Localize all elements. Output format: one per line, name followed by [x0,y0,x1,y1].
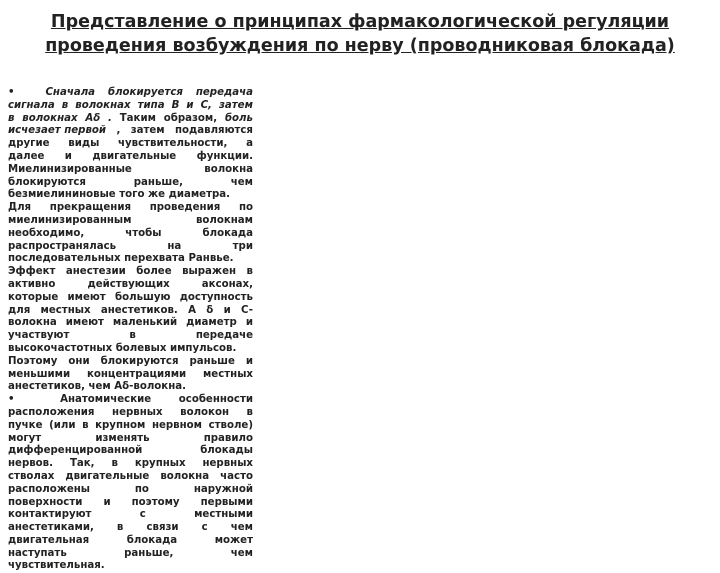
text-word: сигнала [8,99,55,111]
paragraph-2-line [8,535,253,548]
paragraph-1-line [8,343,253,356]
text-word: дифференцированной [8,445,143,457]
text-word: в [8,112,15,124]
paragraph-2-line [8,420,253,433]
text-word: стволах [8,470,55,482]
text-word: Миелинизированные [8,163,132,175]
text-word: виды [68,138,100,150]
paragraph-1-line [8,100,253,113]
paragraph-2-line [8,522,253,535]
text-word: Так, [69,458,95,470]
text-word: в [61,99,69,111]
text-word: (или [49,419,76,431]
text-word: миелинизированным [8,214,132,226]
paragraph-1-line [8,369,253,382]
slide-body-text [8,87,253,573]
text-word: местными [194,509,253,521]
text-word: , [116,125,121,137]
text-word: боль [224,112,253,124]
text-word: волокна [8,317,57,329]
text-word: исчезает первой [8,125,107,137]
text-word: диаметр [186,317,237,329]
text-word: волокнах [75,99,131,111]
paragraph-1-line [8,125,253,138]
paragraph-1-line [8,330,253,343]
text-word: и [103,496,111,508]
text-word: которые [8,291,59,303]
text-word: более [136,266,172,278]
paragraph-1-line [8,228,253,241]
text-word: анестетиками, [8,522,94,534]
text-word: расположены [8,483,91,495]
text-word: • [8,394,15,406]
text-word: имеют [65,317,104,329]
paragraph-1-line [8,253,253,266]
text-word: Таким [119,112,156,124]
paragraph-1-line [8,305,253,318]
paragraph-1-line [8,356,253,369]
text-word: • [8,87,15,98]
text-word: маленький [112,317,178,329]
text-word: B [171,99,180,111]
paragraph-1-line [8,381,253,394]
text-word: пучке [8,419,43,431]
text-word: анестезии [65,266,126,278]
text-word: местных [40,304,91,316]
text-word: на [167,240,182,252]
text-word: контактируют [8,509,92,521]
text-word: часто [220,470,253,482]
text-word: высокочастотных болевых импульсов. [8,342,237,354]
text-word: чувствительная. [8,560,105,572]
paragraph-2-line [8,509,253,522]
text-word: концентрациями [86,368,187,380]
text-word: в [111,458,118,470]
paragraph-2-line [8,458,253,471]
text-word: передаче [195,330,253,342]
text-word: аксонах, [201,278,253,290]
text-word: меньшими [8,368,71,380]
text-word: волокнам [195,214,253,226]
text-word: раньше, [133,176,183,188]
text-word: расположения [8,406,95,418]
paragraph-2-line [8,548,253,561]
text-word: Поэтому [8,355,58,367]
text-word: необходимо, [8,227,85,239]
paragraph-2-line [8,407,253,420]
text-word: связи [146,522,179,534]
text-word: в [246,266,253,278]
title-line-2: проведения возбуждения по нерву (проводниковая блокада) [45,36,675,56]
text-word: в [116,522,124,534]
paragraph-2-line [8,471,253,484]
text-word: а [246,138,253,150]
paragraph-2-line [8,394,253,407]
text-word: далее [8,150,45,162]
text-word: и [245,355,253,367]
paragraph-1-line [8,177,253,190]
text-word: поверхности [8,496,83,508]
paragraph-1-line [8,151,253,164]
text-word: нервном [151,419,202,431]
text-word: Эффект [8,266,56,278]
paragraph-1-line [8,113,253,126]
paragraph-2-line [8,433,253,446]
text-word: C, [200,99,212,111]
text-word: проведения [149,202,221,214]
text-word: блокада [126,534,178,546]
text-word: могут [8,432,42,444]
text-word: блокируется [107,87,183,98]
text-word: и [223,304,231,316]
text-word: с [201,522,208,534]
paragraph-1-line [8,241,253,254]
text-word: другие [8,138,50,150]
text-word: затем [218,99,253,111]
text-word: они [68,355,90,367]
text-word: по [134,483,149,495]
text-word: в [129,330,136,342]
slide-title [0,10,720,58]
text-word: двигательные [92,150,177,162]
paragraph-1-line [8,279,253,292]
text-word: чем [230,522,253,534]
paragraph-2-line [8,445,253,458]
text-word: . [108,112,112,124]
text-word: правило [203,432,253,444]
paragraph-1-line [8,215,253,228]
text-word: Сначала [45,87,96,98]
text-word: волокна [160,470,210,482]
text-word: крупном [95,419,146,431]
text-word: в [82,419,89,431]
paragraph-2-line [8,497,253,510]
text-word: волокна [204,163,253,175]
text-word: передача [195,87,253,98]
text-word: чем [230,547,253,559]
text-word: подавляются [175,125,253,137]
paragraph-1-line [8,164,253,177]
text-word: раньше [189,355,235,367]
paragraph-2-line [8,560,253,573]
text-word: чувствительности, [118,138,228,150]
text-word: выражен [182,266,237,278]
text-word: и [245,317,253,329]
text-word: блокады [200,445,253,457]
text-word: с [139,509,146,521]
text-word: участвуют [8,330,70,342]
text-word: δ [206,304,214,316]
text-word: действующих [87,278,170,290]
text-word: местных [202,368,253,380]
text-word: имеют [67,291,106,303]
text-word: волокон [180,406,229,418]
title-line-1: Представление о принципах фармакологической регуляции [50,12,670,32]
text-word: блокируются [100,355,179,367]
text-word: A [188,304,196,316]
text-word: Aδ [85,112,101,124]
text-word: нервных [202,458,253,470]
text-word: последовательных перехвата Ранвье. [8,253,234,265]
text-word: Анатомические [60,394,152,406]
text-word: доступность [179,291,253,303]
text-word: чем [230,176,253,188]
text-word: чтобы [125,227,162,239]
text-word: Для [8,202,32,214]
text-word: C- [241,304,253,316]
text-word: и [186,99,194,111]
text-word: изменять [95,432,150,444]
text-word: раньше, [124,547,174,559]
text-word: для [8,304,31,316]
text-word: крупных [134,458,186,470]
text-word: анестетиков. [100,304,178,316]
paragraph-1-line [8,138,253,151]
text-word: особенности [178,394,253,406]
paragraph-1-line [8,202,253,215]
text-word: поэтому [131,496,180,508]
text-word: блокируются [8,176,86,188]
text-word: стволе) [208,419,253,431]
text-word: функции. [196,150,253,162]
text-word: прекращения [49,202,131,214]
text-word: первыми [200,496,253,508]
text-word: наружной [193,483,253,495]
text-word: активно [8,278,56,290]
text-word: волокнах [22,112,78,124]
text-word: блокада [202,227,253,239]
text-word: безмиелининовые того же диаметра. [8,189,231,201]
text-word: распространялась [8,240,117,252]
paragraph-1-line [8,266,253,279]
text-word: нервных [112,406,163,418]
paragraph-1-line [8,87,253,100]
paragraph-1-line [8,189,253,202]
paragraph-2-line [8,484,253,497]
paragraph-1-line [8,292,253,305]
text-word: по [238,202,253,214]
text-word: типа [137,99,165,111]
text-word: образом, [163,112,218,124]
text-word: большую [115,291,171,303]
paragraph-1-line [8,317,253,330]
text-word: и [64,150,72,162]
text-word: двигательная [8,534,90,546]
text-word: анестетиков, чем Aδ-волокна. [8,381,186,393]
text-word: в [246,406,253,418]
text-word: наступать [8,547,67,559]
text-word: три [232,240,253,252]
text-word: нервов. [8,458,54,470]
text-word: затем [130,125,165,137]
text-word: может [214,534,253,546]
text-word: двигательные [65,470,150,482]
